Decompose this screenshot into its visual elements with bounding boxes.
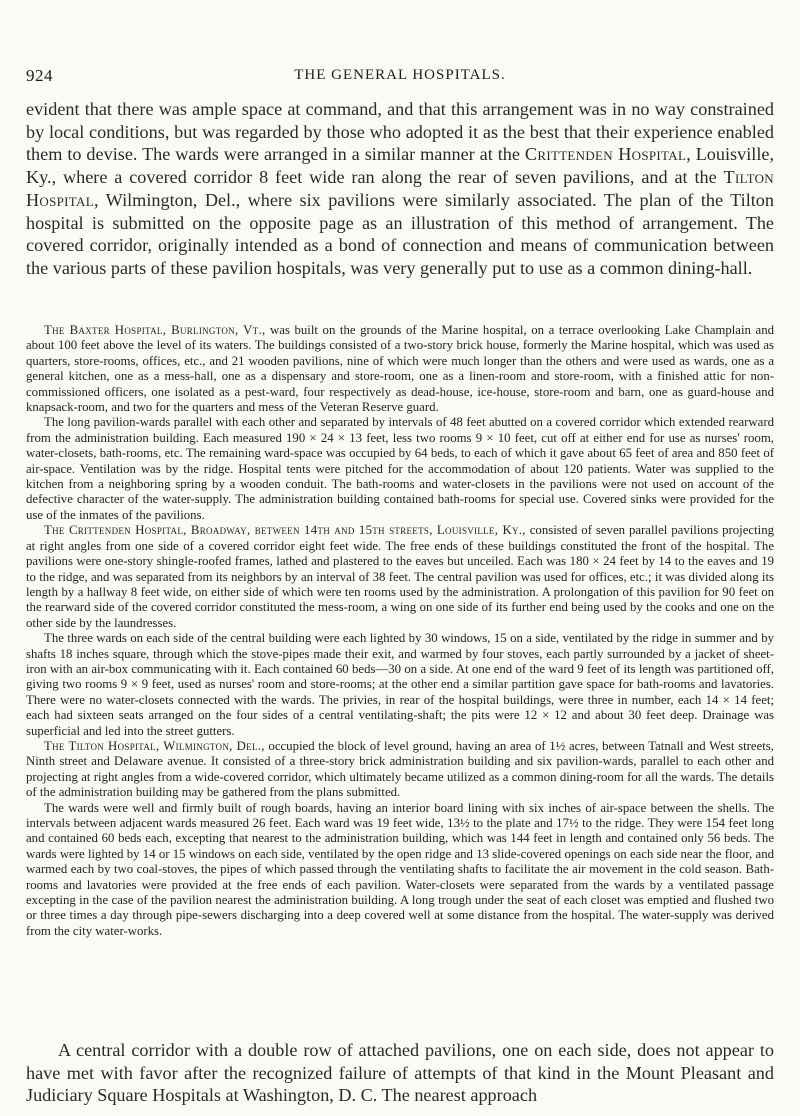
crittenden-name: Crittenden Hospital [524,144,687,165]
tilton-paragraph-2: The wards were well and firmly built of rough boards, having an interior board lining with six inches of air-space between the shells. The intervals between adjacent wards measured 26 feet. Each ward was 19 feet wide, 13½ to the plate and 17½ to the ridge. They were 154 feet long and contained 60 beds each, excepting that nearest to the administration building, which was 144 feet in length and contained only 56 beds. The wards were lighted by 14 or 15 windows on each side, ventilated by the open ridge and 13 slide-covered openings on each side near the floor, and warmed each by two coal-stoves, the pipes of which passed through the ventilating shafts to facilitate the air movement in the cold season. Bath-rooms and lavatories were provided at the free ends of each pavilion. Water-closets were separated from the wards by a ventilated passage excepting in the case of the pavilion nearest the administration building. A long trough under the seat of each closet was emptied and flushed two or three times a day through pipe-sewers discharging into a deep covered well at some distance from the hospital. The water-supply was derived from the city water-works. [26,800,774,938]
crittenden-text-1: consisted of seven parallel pavilions projecting at right angles from one side of a covered corridor eight feet wide. The free ends of these buildings constituted the front of the hospital. The pavilions were one-story shingle-roofed frames, lathed and plastered to the eaves but unceiled. Each was 180 × 24 feet by 14 to the eaves and 19 to the ridge, and was separated from its neighbors by an interval of 38 feet. The central pavilion was used for offices, etc.; it was divided along its length by a hallway 8 feet wide, on either side of which were ten rooms used by the administration. A prolongation of this pavilion for 90 feet on the rearward side of the covered corridor constituted the mess-room, a wing on one side of its further end being used by the cooks and one on the other side by the laundresses. [26,523,774,630]
intro-text-1: evident that there was ample space at command, and that this arrangement was in no way constrained by local conditions, but was regarded by those who adopted it as the best that their experience enabled them to devise. The wards were arranged in a similar manner at the [26,99,774,165]
tilton-text-1: occupied the block of level ground, having an area of 1½ acres, between Tatnall and West streets, Ninth street and Delaware avenue. It consisted of a three-story brick administration building and six pavilion-wards, parallel to each other and projecting at right angles from a wide-covered corridor, which ultimately became utilized as a common dining-room for all the wards. The details of the administration building may be gathered from the plans submitted. [26,738,774,800]
closing-text: A central corridor with a double row of attached pavilions, one on each side, does not appear to have met with favor after the recognized failure of attempts of that kind in the Mount Pleasant and Judiciary Square Hospitals at Washington, D. C. The nearest approach [26,1040,774,1106]
running-title: THE GENERAL HOSPITALS. [294,67,506,83]
tilton-heading: The Tilton Hospital, Wilmington, Del., [44,738,265,753]
tilton-name: Tilton Hospital [26,167,774,210]
intro-text-3: , Wilmington, Del., where six pavilions were similarly associated. The plan of the Tilton hospital is submitted on the opposite page as an illustration of this method of arrangement. The covered corridor, originally intended as a bond of connection and means of communication between the various parts of these pavilion hospitals, was very generally put to use as a common dining-hall. [26,189,774,278]
intro-text-2: , Louisville, Ky., where a covered corridor 8 feet wide ran along the rear of seven pavilions, and at the [26,144,774,188]
crittenden-heading: The Crittenden Hospital, Broadway, between 14th and 15th streets, Louisville, Ky., [44,523,526,538]
baxter-paragraph-1 [26,323,774,415]
page-number: 924 [26,66,53,85]
tilton-paragraph-1 [26,739,774,801]
baxter-text-1: was built on the grounds of the Marine hospital, on a terrace overlooking Lake Champlain and about 100 feet above the level of its waters. The buildings consisted of a two-story brick house, formerly the Marine hospital, which was used as quarters, store-rooms, offices, etc., and 21 wooden pavilions, nine of which were much longer than the others and were used as wards, one as a general kitchen, one as a mess-hall, one as a dispensary and store-room, one as a linen-room and store-room, with a finished attic for non-commissioned officers, one isolated as a pest-ward, four respectively as dead-house, ice-house, store-room and barn, one as guard-house and knapsack-room, and two for the quarters and mess of the Veteran Reserve guard. [26,323,774,415]
hospital-descriptions [26,323,774,939]
page-header [26,66,774,90]
closing-paragraph [26,1039,774,1107]
baxter-paragraph-2: The long pavilion-wards parallel with each other and separated by intervals of 48 feet abutted on a covered corridor which extended rearward from the administration building. Each measured 190 × 24 × 13 feet, less two rooms 9 × 10 feet, cut off at either end for use as nurses' room, water-closets, bath-rooms, etc. The remaining ward-space was occupied by 64 beds, to each of which it gave about 65 feet of area and 850 feet of air-space. Ventilation was by the ridge. Hospital tents were pitched for the accommodation of about 120 patients. Water was supplied to the kitchen from a neighboring spring by a wooden conduit. The bath-rooms and water-closets in the pavilions were not used on account of the defective character of the water-supply. The administration building contained bath-rooms for special use. Covered sinks were provided for the use of the inmates of the pavilions. [26,415,774,522]
crittenden-paragraph-1 [26,523,774,631]
crittenden-paragraph-2: The three wards on each side of the central building were each lighted by 30 windows, 15 on a side, ventilated by the ridge in summer and by shafts 18 inches square, through which the stove-pipes made their exit, and warmed by four stoves, each partly surrounded by a jacket of sheet-iron with an air-box communicating with it. Each contained 60 beds—30 on a side. At one end of the ward 9 feet of its length was partitioned off, giving two rooms 9 × 9 feet, used as nurses' room and store-rooms; at the other end a similar partition gave space for bath-rooms and lavatories. There were no water-closets connected with the wards. The privies, in rear of the hospital buildings, were three in number, each 14 × 14 feet; each had sixteen seats arranged on the four sides of a central ventilating-shaft; the pits were 12 × 12 and about 30 feet deep. Drainage was superficial and led into the street gutters. [26,631,774,738]
baxter-heading: The Baxter Hospital, Burlington, Vt., [44,323,266,337]
intro-paragraph [26,98,774,280]
